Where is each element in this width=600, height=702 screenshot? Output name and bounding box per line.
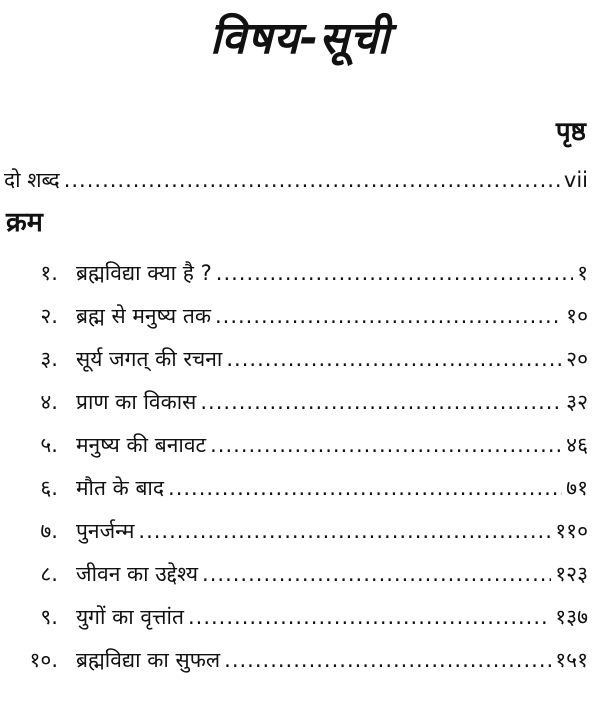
toc-entry-page: १२३ — [555, 562, 588, 586]
leader-dots — [224, 640, 551, 680]
toc-entry-label: पुनर्जन्म — [76, 519, 135, 543]
leader-dots — [215, 296, 562, 336]
toc-entry-label: युगों का वृत्तांत — [76, 605, 184, 629]
chapter-number: ४. — [40, 390, 58, 414]
toc-row — [0, 425, 600, 465]
page-column-header: पृष्ठ — [555, 117, 586, 147]
leader-dots — [138, 511, 551, 551]
chapter-number: १. — [40, 261, 58, 285]
leader-dots — [168, 468, 562, 508]
toc-entry-page: २० — [566, 347, 588, 371]
section-heading: क्रम — [6, 207, 43, 238]
toc-row — [0, 468, 600, 508]
leader-dots — [64, 160, 560, 200]
toc-entry-label: ब्रह्मविद्या क्या है ? — [76, 261, 212, 285]
toc-row — [0, 511, 600, 551]
leader-dots — [210, 425, 562, 465]
toc-entry-label: प्राण का विकास — [76, 390, 197, 414]
toc-entry-label: जीवन का उद्देश्य — [76, 562, 199, 586]
toc-entry-label: ब्रह्म से मनुष्य तक — [76, 304, 211, 328]
toc-entry-page: १ — [577, 261, 588, 285]
leader-dots — [202, 554, 551, 594]
chapter-number: ३. — [40, 347, 58, 371]
leader-dots — [226, 339, 562, 379]
toc-entry-page: ३२ — [566, 390, 588, 414]
toc-entry — [76, 640, 600, 680]
toc-entry-label: दो शब्द — [4, 168, 60, 192]
toc-entry-label: मौत के बाद — [76, 476, 165, 500]
toc-entry-label: ब्रह्मविद्या का सुफल — [76, 648, 221, 672]
toc-entry — [76, 382, 600, 422]
toc-entry — [76, 554, 600, 594]
leader-dots — [188, 597, 551, 637]
chapter-number: ९. — [40, 605, 58, 629]
chapter-number: १०. — [29, 648, 58, 672]
toc-row — [0, 382, 600, 422]
toc-entry — [76, 597, 600, 637]
chapter-number: ६. — [40, 476, 58, 500]
chapter-number: २. — [40, 304, 58, 328]
chapter-number: ५. — [40, 433, 58, 457]
toc-row — [0, 296, 600, 336]
toc-entry — [76, 339, 600, 379]
toc-entry-label: सूर्य जगत् की रचना — [76, 347, 223, 371]
toc-row — [0, 640, 600, 680]
toc-entry-page: १३७ — [555, 605, 588, 629]
toc-intro-row — [0, 160, 600, 200]
toc-row — [0, 339, 600, 379]
leader-dots — [216, 253, 573, 293]
toc-entry-page: ७१ — [566, 476, 588, 500]
toc-entry-label: मनुष्य की बनावट — [76, 433, 207, 457]
page-title: विषय-सूची — [209, 13, 391, 64]
toc-entry-page: १० — [566, 304, 588, 328]
leader-dots — [200, 382, 562, 422]
chapter-number: ७. — [40, 519, 58, 543]
toc-entry — [76, 425, 600, 465]
toc-entry-page: ११० — [555, 519, 588, 543]
toc-row — [0, 554, 600, 594]
chapter-number: ८. — [40, 562, 58, 586]
toc-entry — [76, 511, 600, 551]
toc-entry-page: ४६ — [566, 433, 588, 457]
toc-entry — [76, 296, 600, 336]
toc-row — [0, 597, 600, 637]
toc-entry — [4, 160, 600, 200]
toc-entry-page: १५१ — [555, 648, 588, 672]
toc-row — [0, 253, 600, 293]
toc-entry — [76, 253, 600, 293]
toc-entry — [76, 468, 600, 508]
toc-entry-page: vii — [563, 168, 588, 192]
